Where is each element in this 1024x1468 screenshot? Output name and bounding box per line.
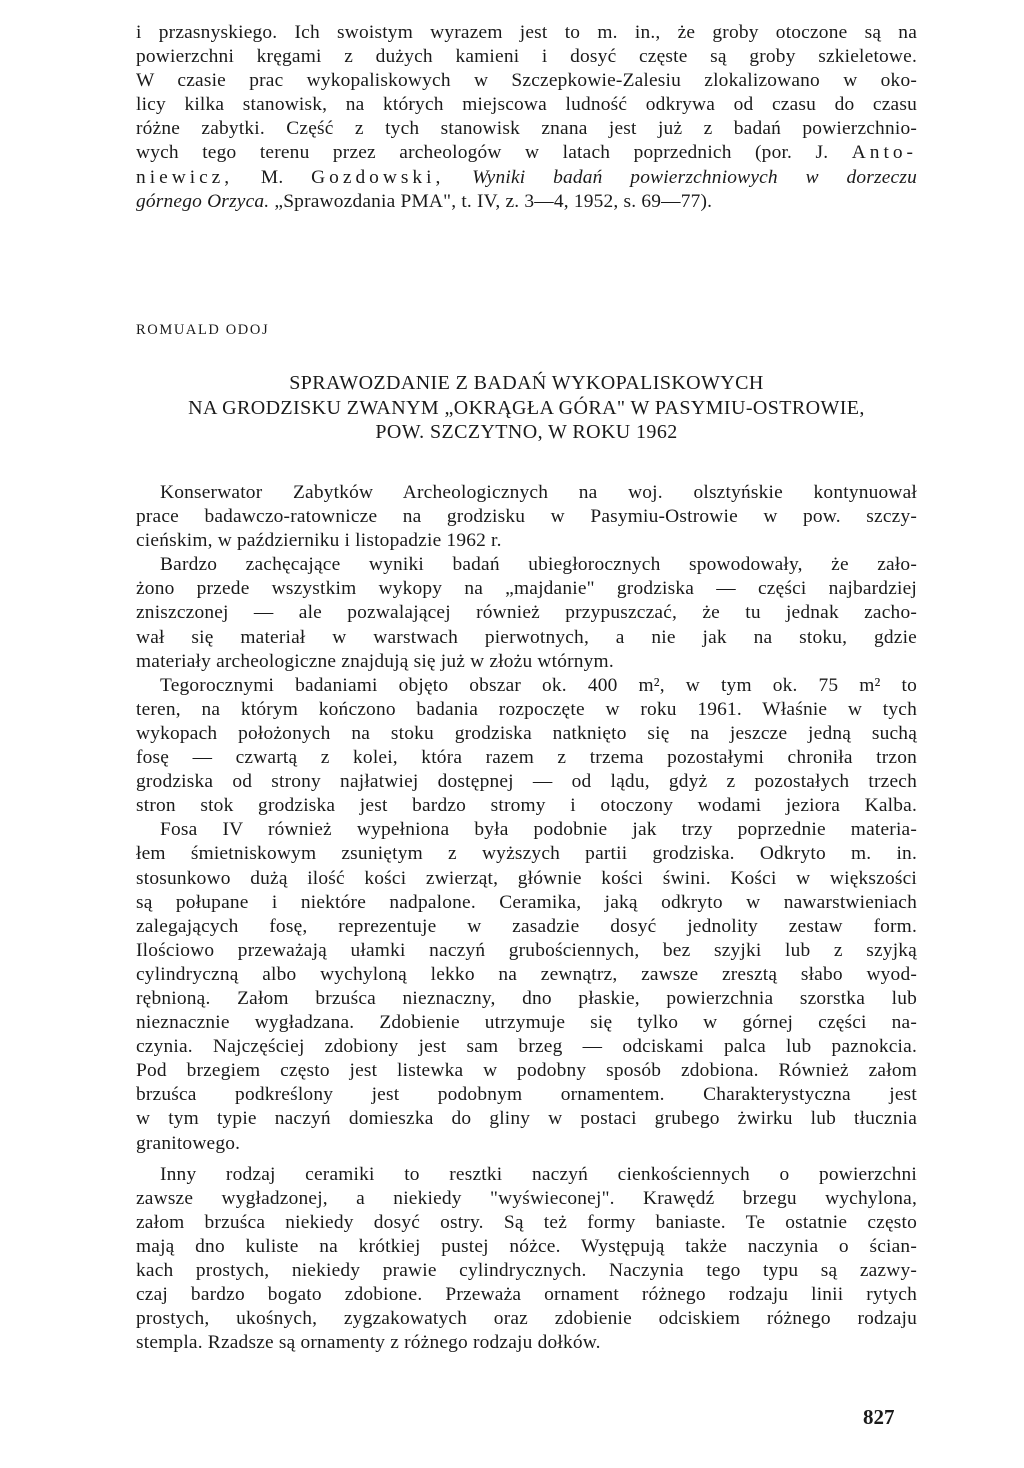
text-line: Tegorocznymi badaniami objęto obszar ok. 400 m², w tym ok. 75 m² to [160, 674, 917, 696]
text-line: powierzchni kręgami z dużych kamieni i dosyć częste są groby szkieletowe. [136, 46, 917, 68]
text-line: załom brzuśca niekiedy dosyć ostry. Są też formy baniaste. Te ostatnie często [136, 1211, 917, 1233]
text-line: zniszczonej — ale pozwalającej również przypuszczać, że tu jednak zacho- [136, 602, 917, 624]
paragraph [136, 818, 917, 1155]
text-line: stosunkowo dużą ilość kości zwierząt, głównie kości świni. Kości w większości [136, 867, 917, 889]
text-line: są połupane i niektóre nadpalone. Ceramika, jaką odkryto w nawarstwieniach [136, 891, 917, 913]
article-author: ROMUALD ODOJ [136, 322, 270, 338]
text-line: czaj bardzo bogato zdobione. Przeważa ornament różnego rodzaju linii rytych [136, 1284, 917, 1306]
text-line: fosę — czwartą z kolei, która razem z trzema pozostałymi chroniła trzon [136, 747, 917, 769]
text-line: wał się materiał w warstwach pierwotnych, a nie jak na stoku, gdzie [136, 626, 917, 648]
text-line: cylindryczną albo wychyloną lekko na zewnątrz, zawsze zresztą słabo wyod- [136, 963, 917, 985]
article-title [136, 371, 917, 445]
text-line: brzuśca podkreślony jest podobnym ornamentem. Charakterystyczna jest [136, 1084, 917, 1106]
text-line: prostych, ukośnych, zygzakowatych oraz zdobienie odciskiem różnego rodzaju [136, 1308, 917, 1330]
text-line: w tym typie naczyń domieszka do gliny w postaci grubego żwirku lub tłucznia [136, 1108, 917, 1130]
text-line: czynia. Najczęściej zdobiony jest sam brzeg — odciskami palca lub paznokcia. [136, 1036, 917, 1058]
text-line: Konserwator Zabytków Archeologicznych na woj. olsztyńskie kontynuował [160, 482, 917, 503]
title-line: NA GRODZISKU ZWANYM „OKRĄGŁA GÓRA" W PASYMIU-OSTROWIE, [188, 396, 865, 419]
text-line: kach prostych, niekiedy prawie cylindrycznych. Naczynia tego typu są zazwy- [136, 1260, 917, 1281]
text-line: Fosa IV również wypełniona była podobnie jak trzy poprzednie materia- [160, 819, 917, 841]
page-number: 827 [863, 1405, 895, 1429]
text-line: W czasie prac wykopaliskowych w Szczepkowie-Zalesiu zlokalizowano w oko- [136, 70, 917, 92]
text-line: teren, na którym kończono badania rozpoczęte w roku 1961. Właśnie w tych [136, 698, 917, 720]
title-line: SPRAWOZDANIE Z BADAŃ WYKOPALISKOWYCH [289, 372, 764, 394]
text-line: materiały archeologiczne znajdują się już w złożu wtórnym. [136, 650, 614, 672]
text-line: nieznacznie wygładzana. Zdobienie utrzymuje się tylko w górnej części na- [136, 1012, 917, 1034]
text-line: rębnioną. Załom brzuśca nieznaczny, dno płaskie, powierzchnia szorstka lub [136, 987, 917, 1009]
paragraph [136, 481, 917, 553]
text-line: żono przede wszystkim wykopy na „majdanie" grodziska — części najbardziej [136, 578, 917, 600]
text-line: granitowego. [136, 1132, 241, 1154]
citation-line-1: wych tego terenu przez archeologów w latach poprzednich (por. J. Anto- [136, 142, 917, 164]
paragraph [136, 1163, 917, 1356]
text-line: Inny rodzaj ceramiki to resztki naczyń cienkościennych o powierzchni [160, 1163, 917, 1185]
article-body [136, 481, 917, 1355]
text-line: Pod brzegiem często jest listewka w podobny sposób zdobiona. Również załom [136, 1060, 917, 1082]
text-line: prace badawczo-ratownicze na grodzisku w Pasymiu-Ostrowie w pow. szczy- [136, 506, 917, 528]
text-line: mają dno kuliste na krótkiej pustej nóżce. Występują także naczynia o ścian- [136, 1235, 917, 1257]
text-line: łem śmietniskowym zsuniętym z wyższych partii grodziska. Odkryto m. in. [136, 843, 917, 865]
text-line: licy kilka stanowisk, na których miejscowa ludność odkrywa od czasu do czasu [136, 94, 917, 116]
text-line: stron stok grodziska jest bardzo stromy i otoczony wodami jeziora Kalba. [136, 795, 917, 817]
intro-paragraph [136, 21, 917, 214]
citation-line-2: niewicz, M. Gozdowski, Wyniki badań powierzchniowych w dorzeczu [136, 166, 917, 188]
paragraph [136, 553, 917, 673]
text-line: grodziska od strony najłatwiej dostępnej — od lądu, gdyż z pozostałych trzech [136, 771, 917, 793]
text-line: wykopach położonych na stoku grodziska natknięto się na jeszcze jedną suchą [136, 722, 917, 744]
text-line: Ilościowo przeważają ułamki naczyń grubościennych, bez szyjki lub z szyjką [136, 939, 917, 961]
paragraph [136, 674, 917, 819]
text-line: Bardzo zachęcające wyniki badań ubiegłorocznych spowodowały, że zało- [160, 554, 917, 576]
text-line: cieńskim, w październiku i listopadzie 1962 r. [136, 530, 502, 552]
text-line: stempla. Rzadsze są ornamenty z różnego rodzaju dołków. [136, 1332, 601, 1354]
text-line: zalegających fosę, reprezentuje w zasadzie dosyć jednolity zestaw form. [136, 915, 917, 937]
text-line: i przasnyskiego. Ich swoistym wyrazem jest to m. in., że groby otoczone są na [136, 22, 917, 43]
text-line: różne zabytki. Część z tych stanowisk znana jest już z badań powierzchnio- [136, 118, 917, 140]
title-line: POW. SZCZYTNO, W ROKU 1962 [375, 421, 678, 443]
citation-line-3: górnego Orzyca. „Sprawozdania PMA", t. IV, z. 3—4, 1952, s. 69—77). [136, 190, 713, 212]
text-line: zawsze wygładzonej, a niekiedy "wyświeconej". Krawędź brzegu wychylona, [136, 1187, 917, 1209]
